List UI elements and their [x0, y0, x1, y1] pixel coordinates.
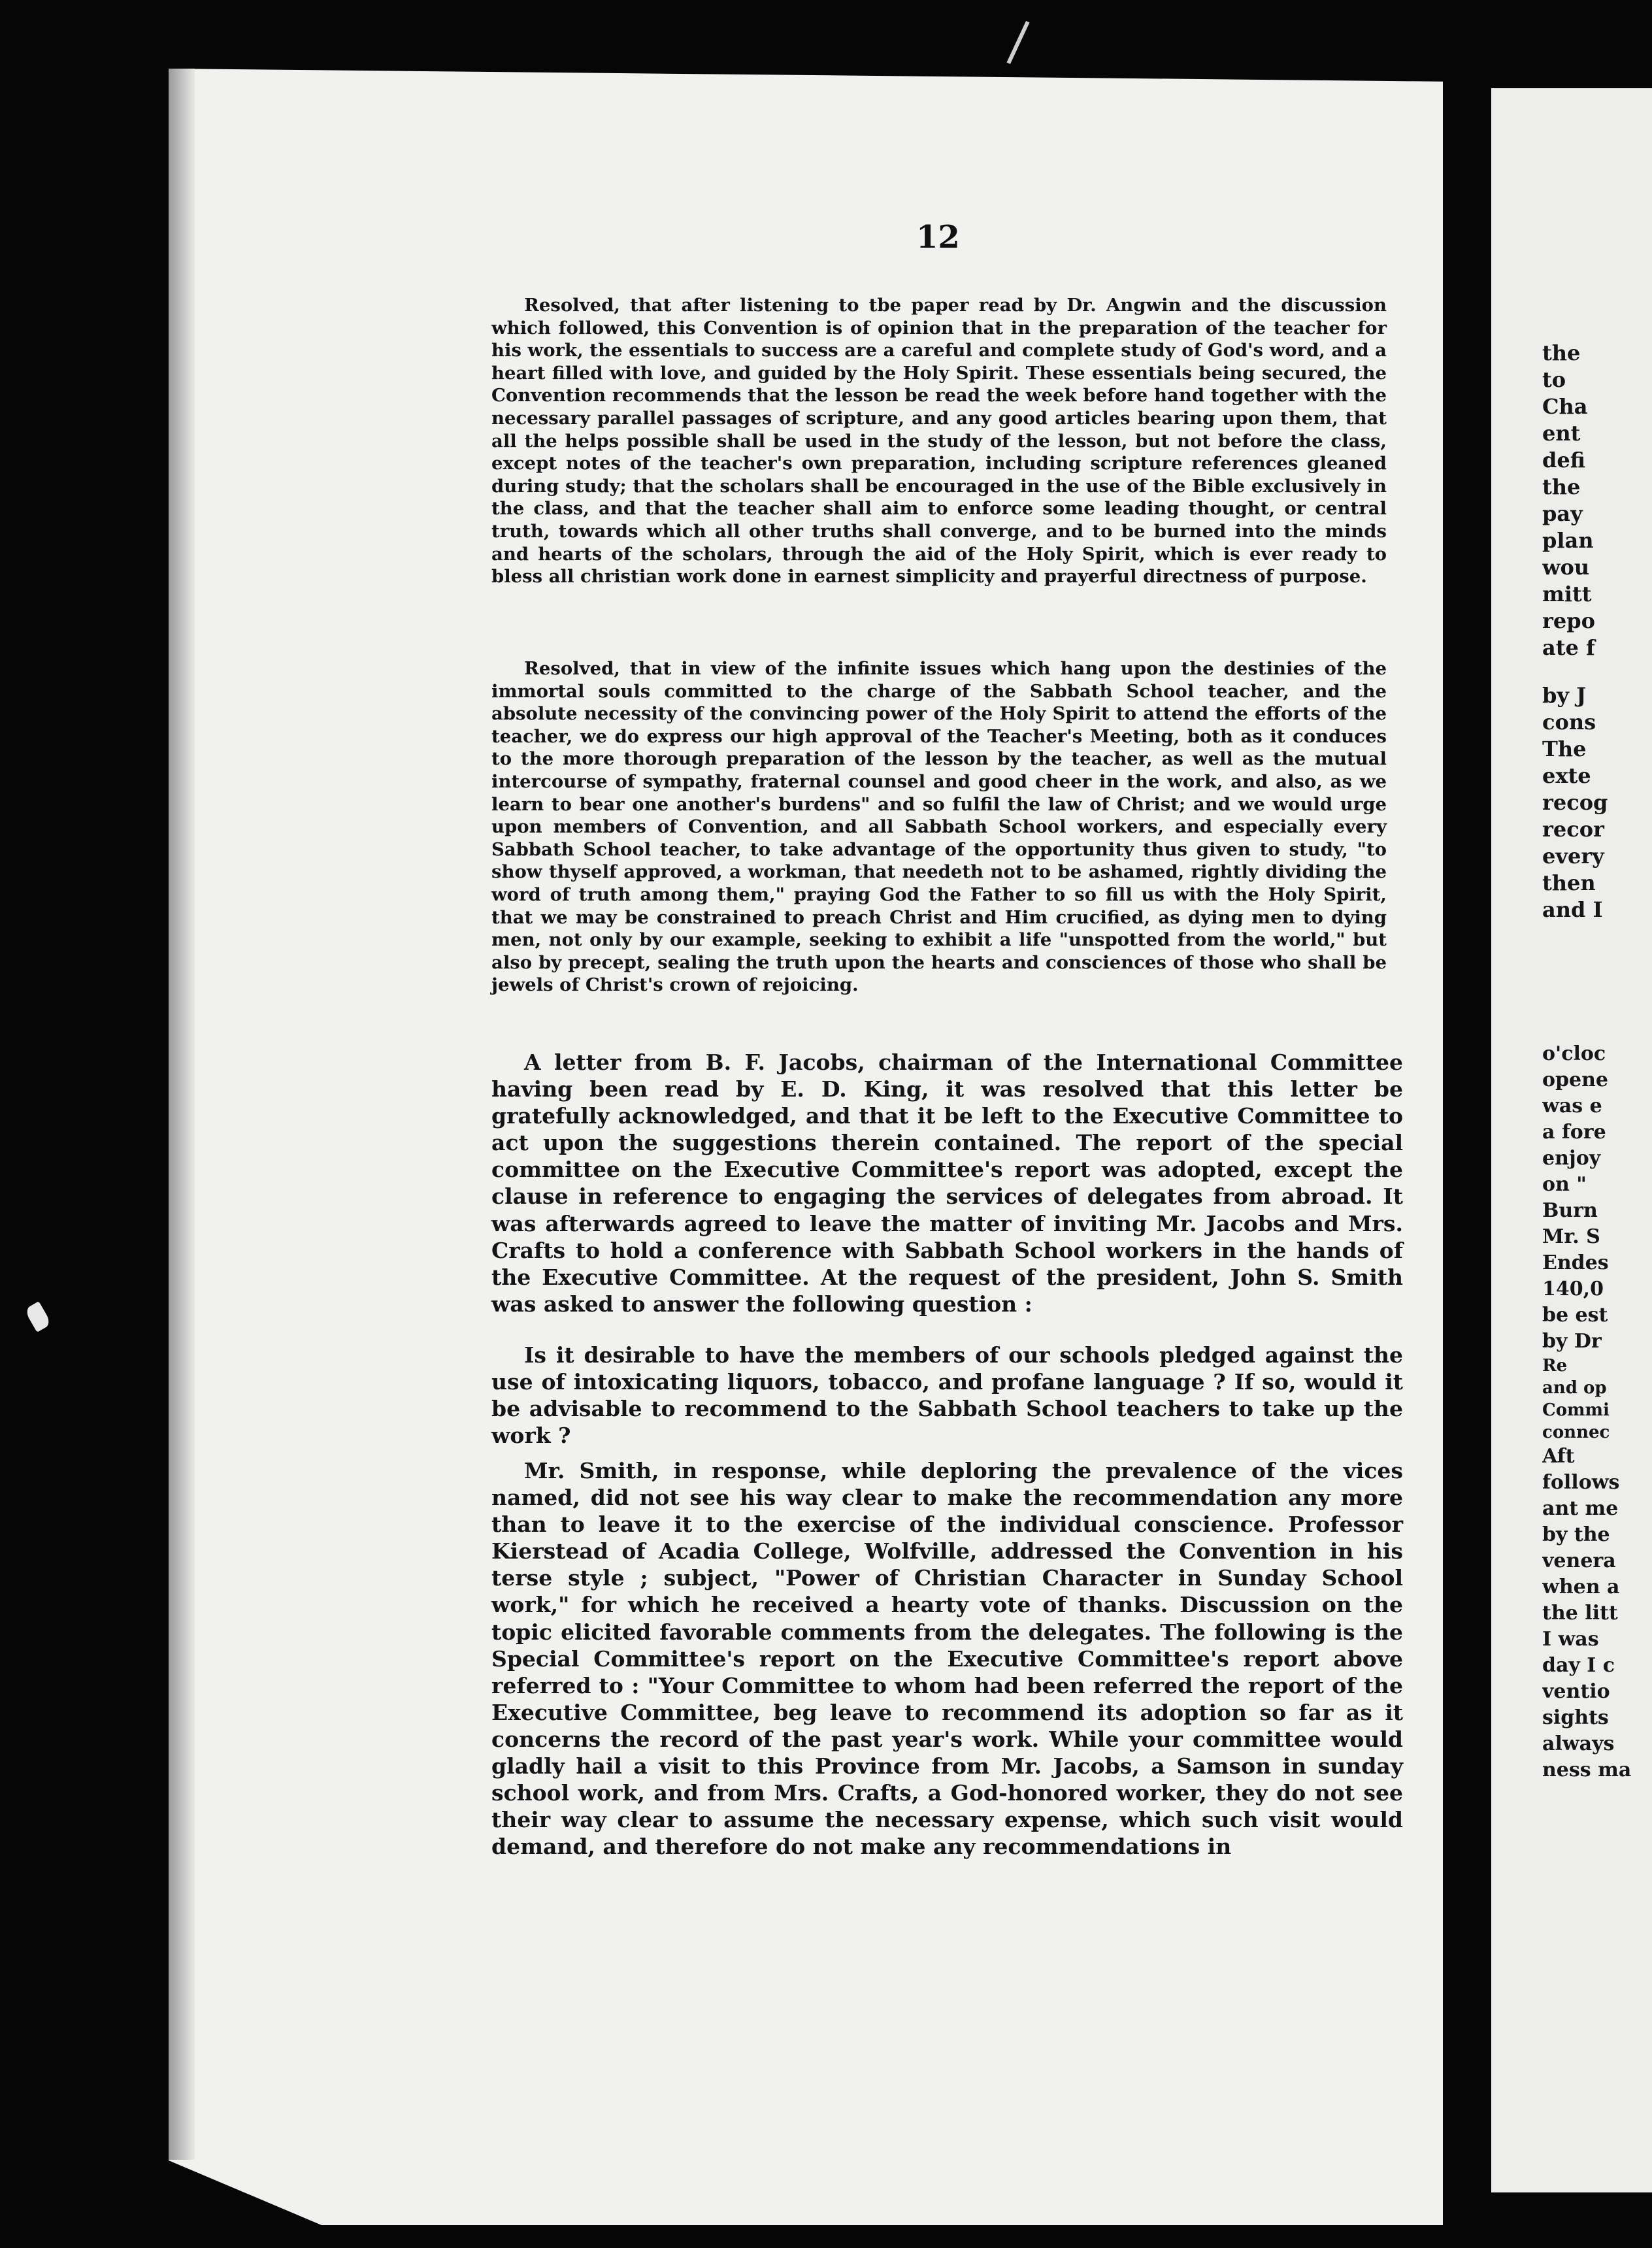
right-fragment: by the	[1542, 1523, 1610, 1546]
right-fragment: to	[1542, 367, 1566, 392]
right-fragment: and I	[1542, 897, 1603, 922]
scan-edge-mark	[24, 1301, 52, 1332]
right-fragment: Burn	[1542, 1199, 1598, 1222]
right-page-text-fragments	[1542, 340, 1652, 1783]
right-fragment: opene	[1542, 1068, 1608, 1091]
right-fragment-group-b	[1542, 682, 1652, 923]
right-fragment: plan	[1542, 528, 1594, 553]
right-fragment: day I c	[1542, 1654, 1615, 1677]
right-fragment: Re	[1542, 1356, 1568, 1376]
right-fragment: sights	[1542, 1706, 1609, 1729]
right-fragment: always	[1542, 1732, 1615, 1755]
right-fragment: ate f	[1542, 635, 1595, 660]
right-fragment: recog	[1542, 790, 1608, 815]
right-fragment: cons	[1542, 710, 1596, 735]
right-fragment: when a	[1542, 1576, 1620, 1598]
right-fragment: I was	[1542, 1628, 1599, 1651]
right-fragment: then	[1542, 870, 1596, 895]
right-fragment: the litt	[1542, 1602, 1618, 1625]
proceedings-paragraph-letter: A letter from B. F. Jacobs, chairman of the International Committee having been read by E. D. King, it was resolved that this letter be gratefully acknowledged, and that it be left to the Executive Committee to act upon the suggestions therein contained. The report of the special committee on the Executive Committee's report was adopted, except the clause in reference to engaging the services of delegates from abroad. It was afterwards agreed to leave the matter of inviting Mr. Jacobs and Mrs. Crafts to hold a conference with Sabbath School workers in the hands of the Executive Committee. At the request of the president, John S. Smith was asked to answer the following question :	[491, 1050, 1403, 1317]
right-fragment: Commi	[1542, 1400, 1610, 1420]
right-fragment: by Dr	[1542, 1330, 1602, 1353]
right-fragment: follows	[1542, 1471, 1620, 1494]
right-fragment: exte	[1542, 763, 1591, 788]
right-fragment: o'cloc	[1542, 1042, 1606, 1065]
right-fragment: Cha	[1542, 394, 1588, 419]
right-fragment: recor	[1542, 817, 1604, 842]
right-fragment: Aft	[1542, 1445, 1575, 1468]
right-fragment: repo	[1542, 608, 1595, 633]
scan-tick-mark	[1006, 21, 1029, 64]
right-fragment: ventio	[1542, 1680, 1610, 1703]
right-fragment: ness ma	[1542, 1759, 1632, 1781]
right-fragment: Endes	[1542, 1251, 1609, 1274]
right-fragment: The	[1542, 736, 1587, 761]
right-fragment: mitt	[1542, 582, 1592, 606]
right-fragment: ent	[1542, 421, 1581, 446]
page-gutter-shadow	[169, 69, 195, 2160]
right-fragment: be est	[1542, 1304, 1608, 1327]
right-fragment: pay	[1542, 501, 1583, 526]
right-fragment: on "	[1542, 1173, 1587, 1196]
right-fragment: enjoy	[1542, 1147, 1601, 1170]
resolution-paragraph-1: Resolved, that after listening to tbe paper read by Dr. Angwin and the discussion which followed, this Convention is of opinion that in the preparation of the teacher for his work, the essentials to success are a careful and complete study of God's word, and a heart filled with love, and guided by the Holy Spirit. These essentials being secured, the Convention recommends that the lesson be read the week before hand together with the necessary parallel passages of scripture, and any good articles bearing upon them, that all the helps possible shall be used in the study of the lesson, but not before the class, except notes of the teacher's own preparation, including scripture references gleaned during study; that the scholars shall be encouraged in the use of the Bible exclusively in the class, and that the teacher shall aim to enforce some leading thought, or central truth, towards which all other truths shall converge, and to be burned into the minds and hearts of the scholars, through the aid of the Holy Spirit, which is ever ready to bless all christian work done in earnest simplicity and prayerful directness of purpose.	[491, 295, 1387, 587]
right-fragment: and op	[1542, 1378, 1607, 1398]
page-number: 12	[916, 219, 960, 256]
right-fragment: wou	[1542, 555, 1590, 580]
right-fragment: venera	[1542, 1549, 1616, 1572]
right-fragment-group-a	[1542, 340, 1652, 661]
resolution-paragraph-2: Resolved, that in view of the infinite issues which hang upon the destinies of the immortal souls committed to the charge of the Sabbath School teacher, and the absolute necessity of the convincing power of the Holy Spirit to attend the efforts of the teacher, we do express our high approval of the Teacher's Meeting, both as it conduces to the more thorough preparation of the lesson by the teacher, as well as the mutual intercourse of sympathy, fraternal counsel and good cheer in the work, and also, as we learn to bear one another's burdens" and so fulfil the law of Christ; and we would urge upon members of Convention, and all Sabbath School workers, and especially every Sabbath School teacher, to take advantage of the opportunity thus given to study, "to show thyself approved, a workman, that needeth not to be ashamed, rightly dividing the word of truth among them," praying God the Father to so fill us with the Holy Spirit, that we may be constrained to preach Christ and Him crucified, as dying men to dying men, not only by our example, seeking to exhibit a life "unspotted from the world," but also by precept, sealing the truth upon the hearts and consciences of those who shall be jewels of Christ's crown of rejoicing.	[491, 658, 1387, 996]
right-fragment: ant me	[1542, 1497, 1619, 1520]
right-fragment: every	[1542, 844, 1604, 868]
question-paragraph: Is it desirable to have the members of our schools pledged against the use of intoxicating liquors, tobacco, and profane language ? If so, would it be advisable to recommend to the Sabbath School teachers to take up the work ?	[491, 1342, 1403, 1449]
right-fragment: by J	[1542, 683, 1587, 708]
response-paragraph: Mr. Smith, in response, while deploring the prevalence of the vices named, did not see his way clear to make the recommendation any more than to leave it to the exercise of the individual conscience. Professor Kierstead of Acadia College, Wolfville, addressed the Convention in his terse style ; subject, "Power of Christian Character in Sunday School work," for which he received a hearty vote of thanks. Discussion on the topic elicited favorable comments from the delegates. The following is the Special Committee's report on the Executive Committee's report above referred to : "Your Committee to whom had been referred the report of the Executive Committee, beg leave to recommend its adoption so far as it concerns the record of the past year's work. While your committee would gladly hail a visit to this Province from Mr. Jacobs, a Samson in sunday school work, and from Mrs. Crafts, a God-honored worker, they do not see their way clear to assume the necessary expense, which such visit would demand, and therefore do not make any recommendations in	[491, 1458, 1403, 1860]
right-fragment: a fore	[1542, 1121, 1606, 1144]
right-fragment: 140,0	[1542, 1278, 1604, 1300]
right-fragment-group-c	[1542, 1041, 1652, 1783]
right-fragment: defi	[1542, 448, 1585, 472]
right-fragment: was e	[1542, 1095, 1602, 1117]
right-fragment: the	[1542, 474, 1581, 499]
right-fragment: Mr. S	[1542, 1225, 1600, 1248]
right-fragment: connec	[1542, 1423, 1610, 1442]
right-fragment: the	[1542, 340, 1581, 365]
